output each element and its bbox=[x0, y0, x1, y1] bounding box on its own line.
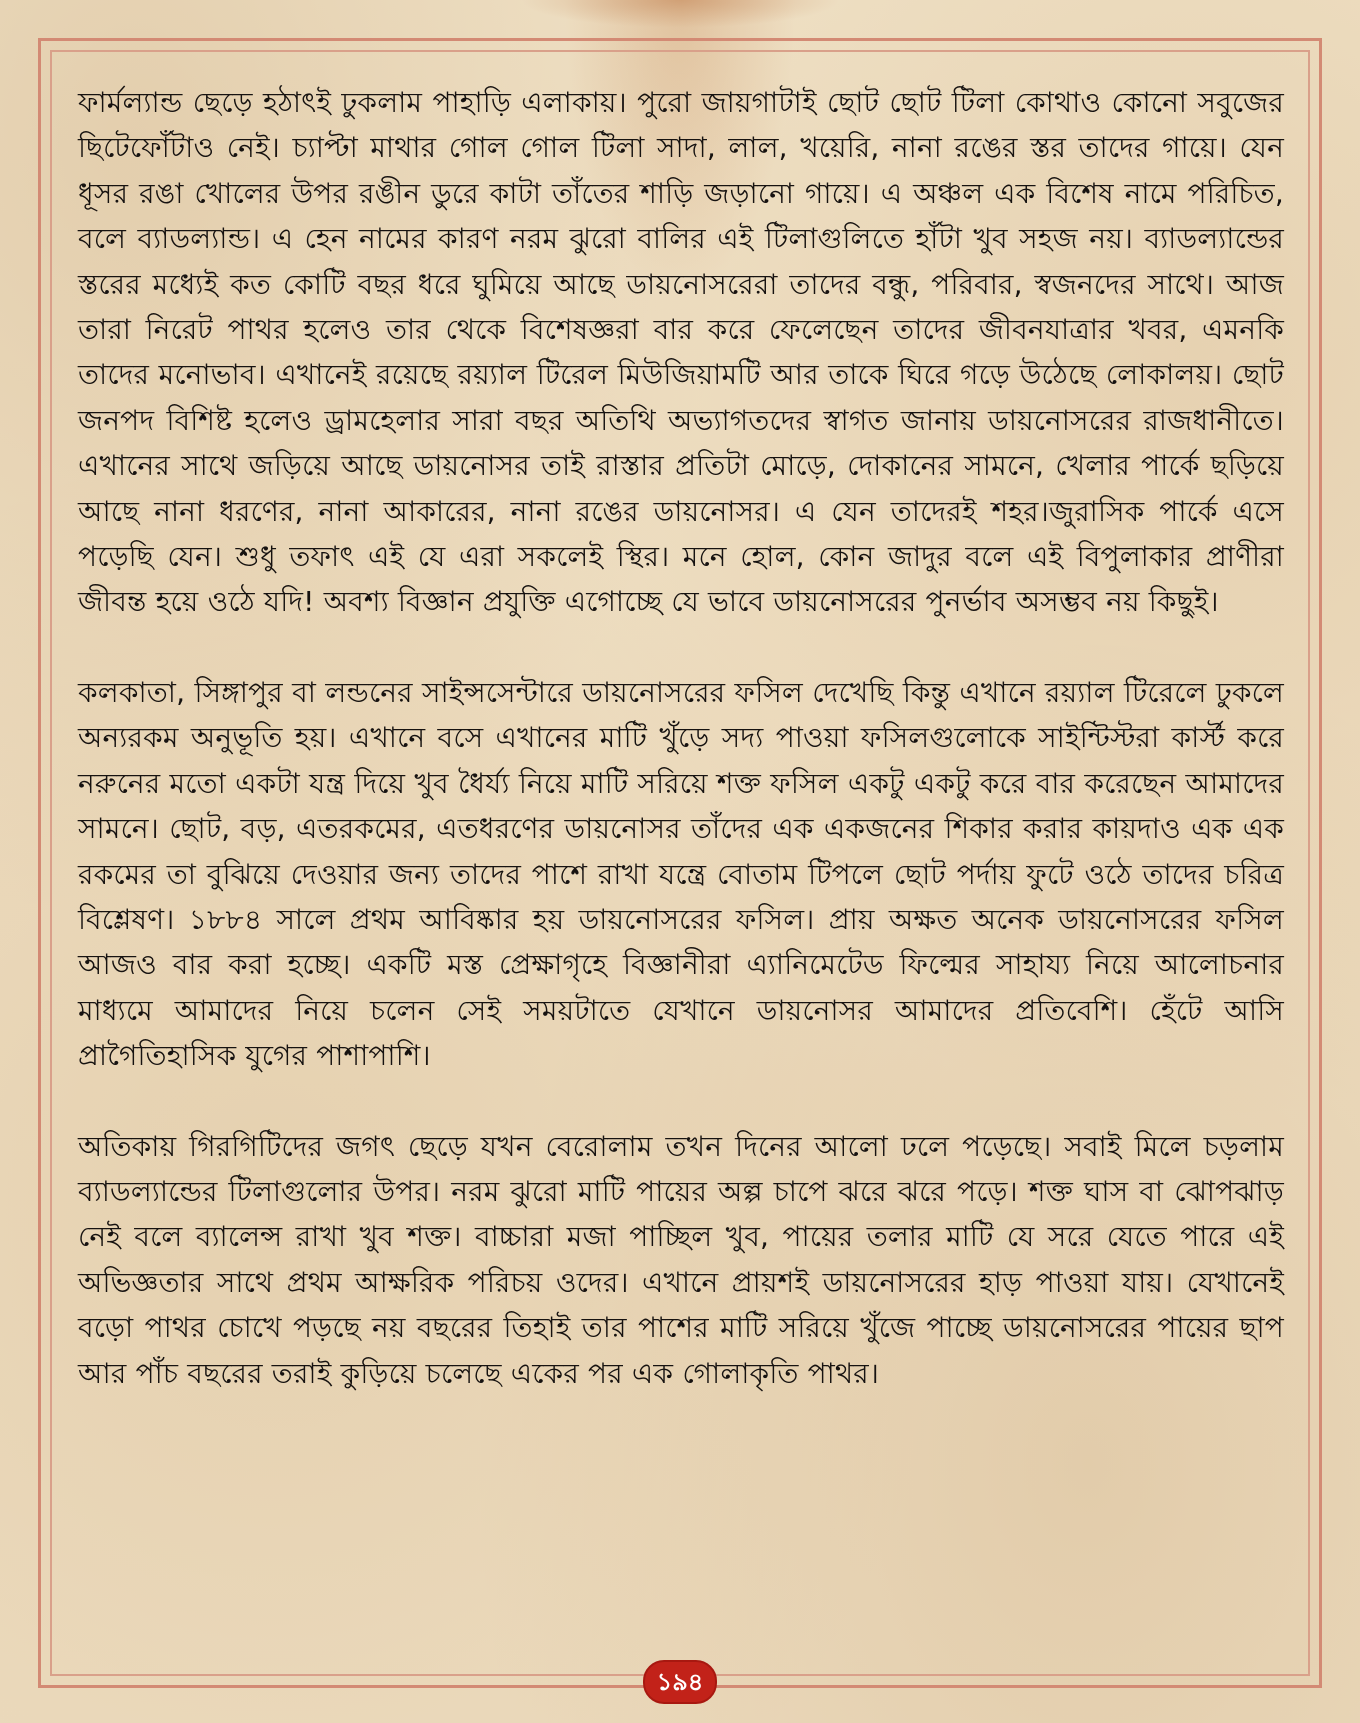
page-number: ১৯৪ bbox=[643, 1660, 718, 1704]
paragraph-1: ফার্মল্যান্ড ছেড়ে হঠাৎই ঢুকলাম পাহাড়ি এলাকায়। পুরো জায়গাটাই ছোট ছোট টিলা কোথাও কোনো সবুজের ছিটেফোঁটাও নেই। চ্যাপ্টা মাথার গোল গোল টিলা সাদা, লাল, খয়েরি, নানা রঙের স্তর তাদের গায়ে। যেন ধূসর রঙা খোলের উপর রঙীন ডুরে কাটা তাঁতের শাড়ি জড়ানো গায়ে। এ অঞ্চল এক বিশেষ নামে পরিচিত, বলে ব্যাডল্যান্ড। এ হেন নামের কারণ নরম ঝুরো বালির এই টিলাগুলিতে হাঁটা খুব সহজ নয়। ব্যাডল্যান্ডের স্তরের মধ্যেই কত কোটি বছর ধরে ঘুমিয়ে আছে ডায়নোসরেরা তাদের বন্ধু, পরিবার, স্বজনদের সাথে। আজ তারা নিরেট পাথর হলেও তার থেকে বিশেষজ্ঞরা বার করে ফেলেছেন তাদের জীবনযাত্রার খবর, এমনকি তাদের মনোভাব। এখানেই রয়েছে রয়্যাল টিরেল মিউজিয়ামটি আর তাকে ঘিরে গড়ে উঠেছে লোকালয়। ছোট জনপদ বিশিষ্ট হলেও ড্রামহেলার সারা বছর অতিথি অভ্যাগতদের স্বাগত জানায় ডায়নোসরের রাজধানীতে। এখানের সাথে জড়িয়ে আছে ডায়নোসর তাই রাস্তার প্রতিটা মোড়ে, দোকানের সামনে, খেলার পার্কে ছড়িয়ে আছে নানা ধরণের, নানা আকারের, নানা রঙের ডায়নোসর। এ যেন তাদেরই শহর।জুরাসিক পার্কে এসে পড়েছি যেন। শুধু তফাৎ এই যে এরা সকলেই স্থির। মনে হোল, কোন জাদুর বলে এই বিপুলাকার প্রাণীরা জীবন্ত হয়ে ওঠে যদি! অবশ্য বিজ্ঞান প্রযুক্তি এগোচ্ছে যে ভাবে ডায়নোসরের পুনর্ভাব অসম্ভব নয় কিছুই। bbox=[78, 86, 1284, 619]
page-number-container bbox=[640, 1661, 720, 1703]
paragraph-2: কলকাতা, সিঙ্গাপুর বা লন্ডনের সাইন্সসেন্টারে ডায়নোসরের ফসিল দেখেছি কিন্তু এখানে রয়্যাল টিরেলে ঢুকলে অন্যরকম অনুভূতি হয়। এখানে বসে এখানের মাটি খুঁড়ে সদ্য পাওয়া ফসিলগুলোকে সাইন্টিস্টরা কার্স্ট করে নরুনের মতো একটা যন্ত্র দিয়ে খুব ধৈর্য্য নিয়ে মাটি সরিয়ে শক্ত ফসিল একটু একটু করে বার করেছেন আমাদের সামনে। ছোট, বড়, এতরকমের, এতধরণের ডায়নোসর তাঁদের এক একজনের শিকার করার কায়দাও এক এক রকমের তা বুঝিয়ে দেওয়ার জন্য তাদের পাশে রাখা যন্ত্রে বোতাম টিপলে ছোট পর্দায় ফুটে ওঠে তাদের চরিত্র বিশ্লেষণ। ১৮৮৪ সালে প্রথম আবিষ্কার হয় ডায়নোসরের ফসিল। প্রায় অক্ষত অনেক ডায়নোসরের ফসিল আজও বার করা হচ্ছে। একটি মস্ত প্রেক্ষাগৃহে বিজ্ঞানীরা এ্যানিমেটেড ফিল্মের সাহায্য নিয়ে আলোচনার মাধ্যমে আমাদের নিয়ে চলেন সেই সময়টাতে যেখানে ডায়নোসর আমাদের প্রতিবেশি। হেঁটে আসি প্রাগৈতিহাসিক যুগের পাশাপাশি। bbox=[78, 675, 1284, 1073]
top-decorative-smudge bbox=[520, 0, 840, 28]
paragraph-3: অতিকায় গিরগিটিদের জগৎ ছেড়ে যখন বেরোলাম তখন দিনের আলো ঢলে পড়েছে। সবাই মিলে চড়লাম ব্যাডল্যান্ডের টিলাগুলোর উপর। নরম ঝুরো মাটি পায়ের অল্প চাপে ঝরে ঝরে পড়ে। শক্ত ঘাস বা ঝোপঝাড় নেই বলে ব্যালেন্স রাখা খুব শক্ত। বাচ্চারা মজা পাচ্ছিল খুব, পায়ের তলার মাটি যে সরে যেতে পারে এই অভিজ্ঞতার সাথে প্রথম আক্ষরিক পরিচয় ওদের। এখানে প্রায়শই ডায়নোসরের হাড় পাওয়া যায়। যেখানেই বড়ো পাথর চোখে পড়ছে নয় বছরের তিহাই তার পাশের মাটি সরিয়ে খুঁজে পাচ্ছে ডায়নোসরের পায়ের ছাপ আর পাঁচ বছরের তরাই কুড়িয়ে চলেছে একের পর এক গোলাকৃতি পাথর। bbox=[78, 1129, 1284, 1390]
article-body bbox=[78, 80, 1284, 1441]
